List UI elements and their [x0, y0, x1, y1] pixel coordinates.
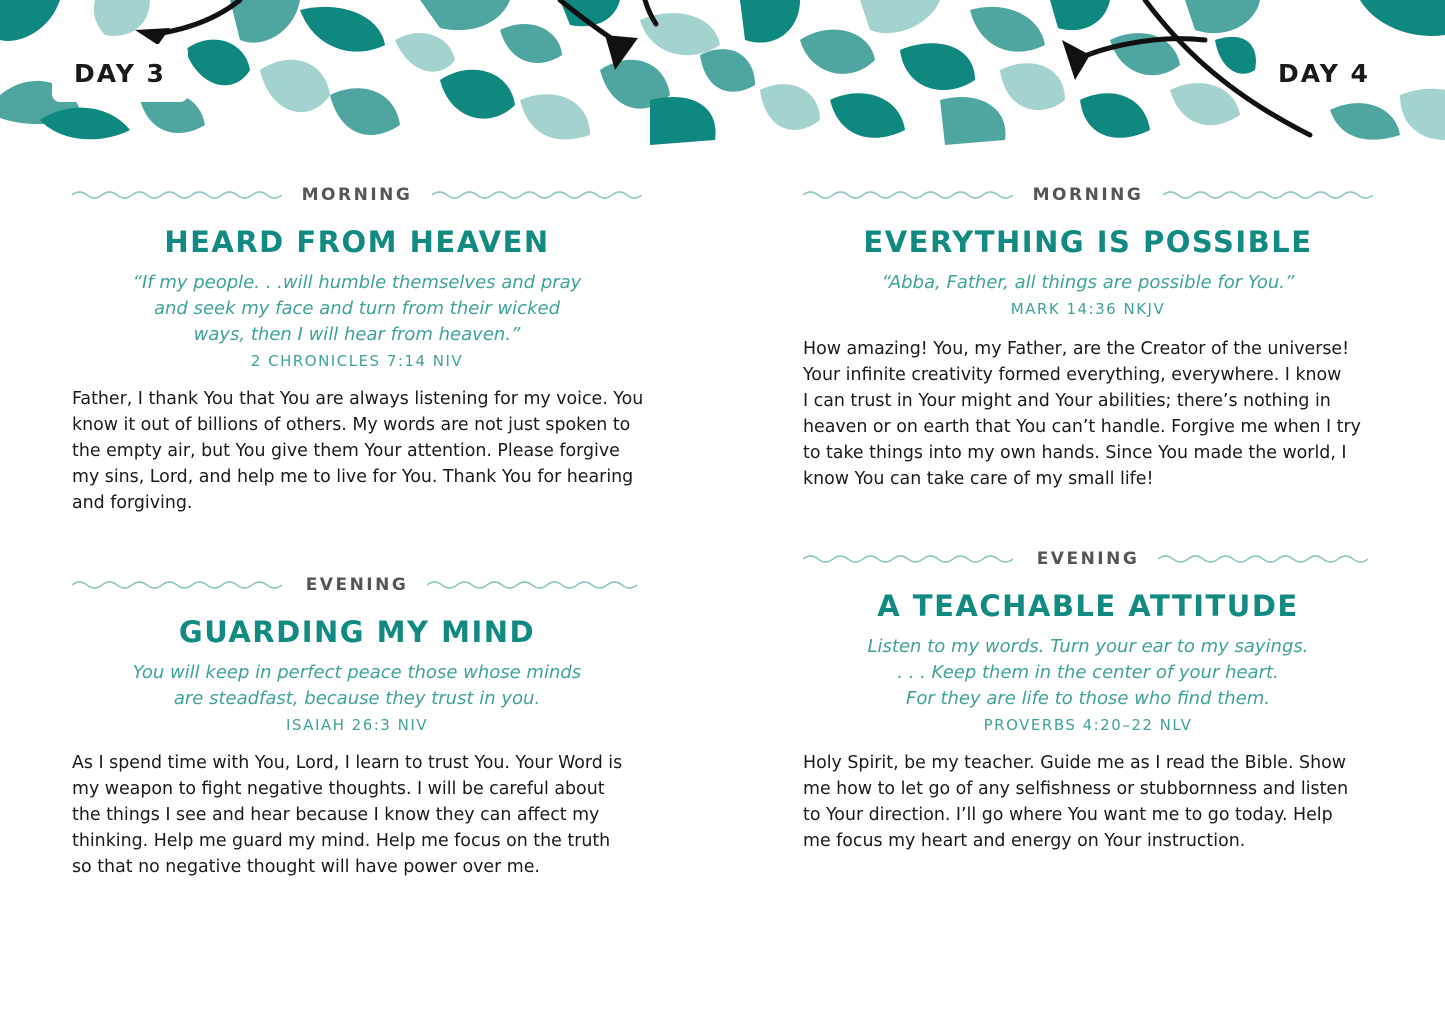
section-label-morning	[72, 180, 642, 210]
section-label-morning	[803, 180, 1373, 210]
prayer-line: I can trust in Your might and Your abilities; there’s nothing in	[803, 391, 1331, 411]
scripture-verse	[72, 270, 642, 348]
prayer-line: me focus my heart and energy on Your instruction.	[803, 831, 1246, 851]
leaf-banner	[0, 0, 1445, 145]
verse-line: “If my people. . .will humble themselves and pray	[132, 272, 582, 293]
entry-title: A TEACHABLE ATTITUDE	[877, 589, 1299, 623]
evening-entry	[72, 570, 642, 880]
prayer-text	[72, 386, 642, 516]
prayer-line: Father, I thank You that You are always listening for my voice. You	[72, 389, 644, 409]
prayer-line: know it out of billions of others. My words are not just spoken to	[72, 415, 631, 435]
prayer-text	[72, 750, 642, 880]
scripture-reference: 2 CHRONICLES 7:14 NIV	[250, 352, 464, 370]
scripture-verse	[803, 634, 1373, 712]
prayer-line: heaven or on earth that You can’t handle. Forgive me when I try	[803, 417, 1361, 437]
verse-line: You will keep in perfect peace those whose minds	[132, 662, 582, 683]
prayer-line: know You can take care of my small life!	[803, 469, 1154, 489]
wave-divider-icon	[432, 188, 642, 202]
morning-entry	[72, 180, 642, 516]
prayer-line: me how to let go of any selfishness or stubbornness and listen	[803, 779, 1349, 799]
verse-line: Listen to my words. Turn your ear to my sayings.	[867, 636, 1309, 657]
wave-divider-icon	[427, 578, 642, 592]
wave-divider-icon	[803, 552, 1018, 566]
prayer-text	[803, 750, 1373, 854]
verse-line: and seek my face and turn from their wicked	[153, 298, 561, 319]
wave-divider-icon	[72, 188, 282, 202]
wave-divider-icon	[1163, 188, 1373, 202]
prayer-line: Holy Spirit, be my teacher. Guide me as I read the Bible. Show	[803, 753, 1346, 773]
section-label-text: EVENING	[1023, 549, 1154, 569]
prayer-text	[803, 336, 1373, 492]
day-tab-left: DAY 3	[52, 44, 188, 102]
verse-line: ways, then I will hear from heaven.”	[193, 324, 521, 345]
prayer-line: to take things into my own hands. Since You made the world, I	[803, 443, 1347, 463]
day-tab-right: DAY 4	[1256, 44, 1392, 102]
wave-divider-icon	[803, 188, 1013, 202]
prayer-line: the empty air, but You give them Your attention. Please forgive	[72, 441, 620, 461]
verse-line: “Abba, Father, all things are possible for You.”	[881, 272, 1295, 293]
wave-divider-icon	[72, 578, 287, 592]
evening-entry	[803, 544, 1373, 854]
leaf-pattern-illustration	[0, 0, 1445, 145]
scripture-reference: ISAIAH 26:3 NIV	[285, 716, 429, 734]
section-label-evening	[72, 570, 642, 600]
scripture-verse	[72, 660, 642, 712]
verse-line: are steadfast, because they trust in you.	[173, 688, 541, 709]
section-label-text: MORNING	[1019, 185, 1158, 205]
prayer-line: my weapon to fight negative thoughts. I will be careful about	[72, 779, 605, 799]
prayer-line: and forgiving.	[72, 493, 193, 513]
left-page-column	[72, 180, 644, 877]
scripture-reference: MARK 14:36 NKJV	[1010, 300, 1166, 318]
prayer-line: As I spend time with You, Lord, I learn to trust You. Your Word is	[72, 753, 623, 773]
verse-line: . . . Keep them in the center of your heart.	[897, 662, 1279, 683]
scripture-verse	[803, 270, 1373, 296]
section-label-text: MORNING	[288, 185, 427, 205]
prayer-line: to Your direction. I’ll go where You want me to go today. Help	[803, 805, 1333, 825]
entry-title: HEARD FROM HEAVEN	[164, 225, 550, 259]
wave-divider-icon	[1158, 552, 1373, 566]
verse-line: For they are life to those who find them.	[905, 688, 1271, 709]
section-label-evening	[803, 544, 1373, 574]
prayer-line: Your infinite creativity formed everything, everywhere. I know	[803, 365, 1342, 385]
prayer-line: How amazing! You, my Father, are the Creator of the universe!	[803, 339, 1350, 359]
prayer-line: the things I see and hear because I know they can affect my	[72, 805, 600, 825]
entry-title: GUARDING MY MIND	[178, 615, 536, 649]
right-page-column	[803, 180, 1373, 851]
morning-entry	[803, 180, 1373, 492]
entry-title: EVERYTHING IS POSSIBLE	[863, 225, 1313, 259]
prayer-line: thinking. Help me guard my mind. Help me focus on the truth	[72, 831, 611, 851]
prayer-line: so that no negative thought will have power over me.	[72, 857, 540, 877]
prayer-line: my sins, Lord, and help me to live for You. Thank You for hearing	[72, 467, 634, 487]
leaf-shapes	[0, 0, 1445, 145]
scripture-reference: PROVERBS 4:20–22 NLV	[983, 716, 1193, 734]
section-label-text: EVENING	[292, 575, 423, 595]
